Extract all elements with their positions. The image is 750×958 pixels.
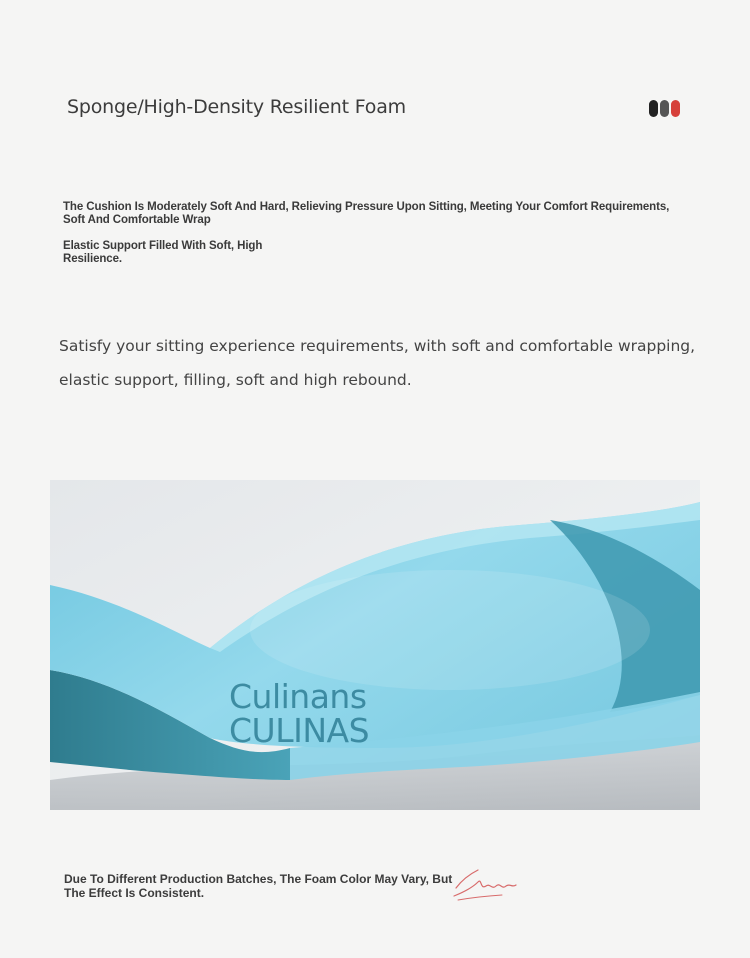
brand-line-1: Culinans — [229, 677, 367, 716]
color-dot-black — [649, 100, 658, 117]
brand-line-2: CULINAS — [229, 711, 370, 750]
foam-wave-photo — [50, 480, 700, 810]
feature-note-2: Elastic Support Filled With Soft, High Resilience. — [63, 240, 263, 265]
color-dots — [649, 100, 680, 117]
lead-paragraph: Satisfy your sitting experience requirements, with soft and comfortable wrapping, elastic support, filling, soft and high rebound. — [59, 337, 696, 389]
signature-logo — [450, 866, 520, 902]
page-title: Sponge/High-Density Resilient Foam — [67, 96, 406, 118]
footer-note: Due To Different Production Batches, The Foam Color May Vary, But The Effect Is Consistent. — [64, 872, 453, 900]
feature-note-1: The Cushion Is Moderately Soft And Hard, Relieving Pressure Upon Sitting, Meeting Your Comfort Requirements, Soft And Comfortable Wrap — [63, 201, 670, 226]
color-dot-red — [671, 100, 680, 117]
foam-wave-illustration — [50, 480, 700, 810]
brand-watermark — [229, 677, 370, 750]
color-dot-gray — [660, 100, 669, 117]
